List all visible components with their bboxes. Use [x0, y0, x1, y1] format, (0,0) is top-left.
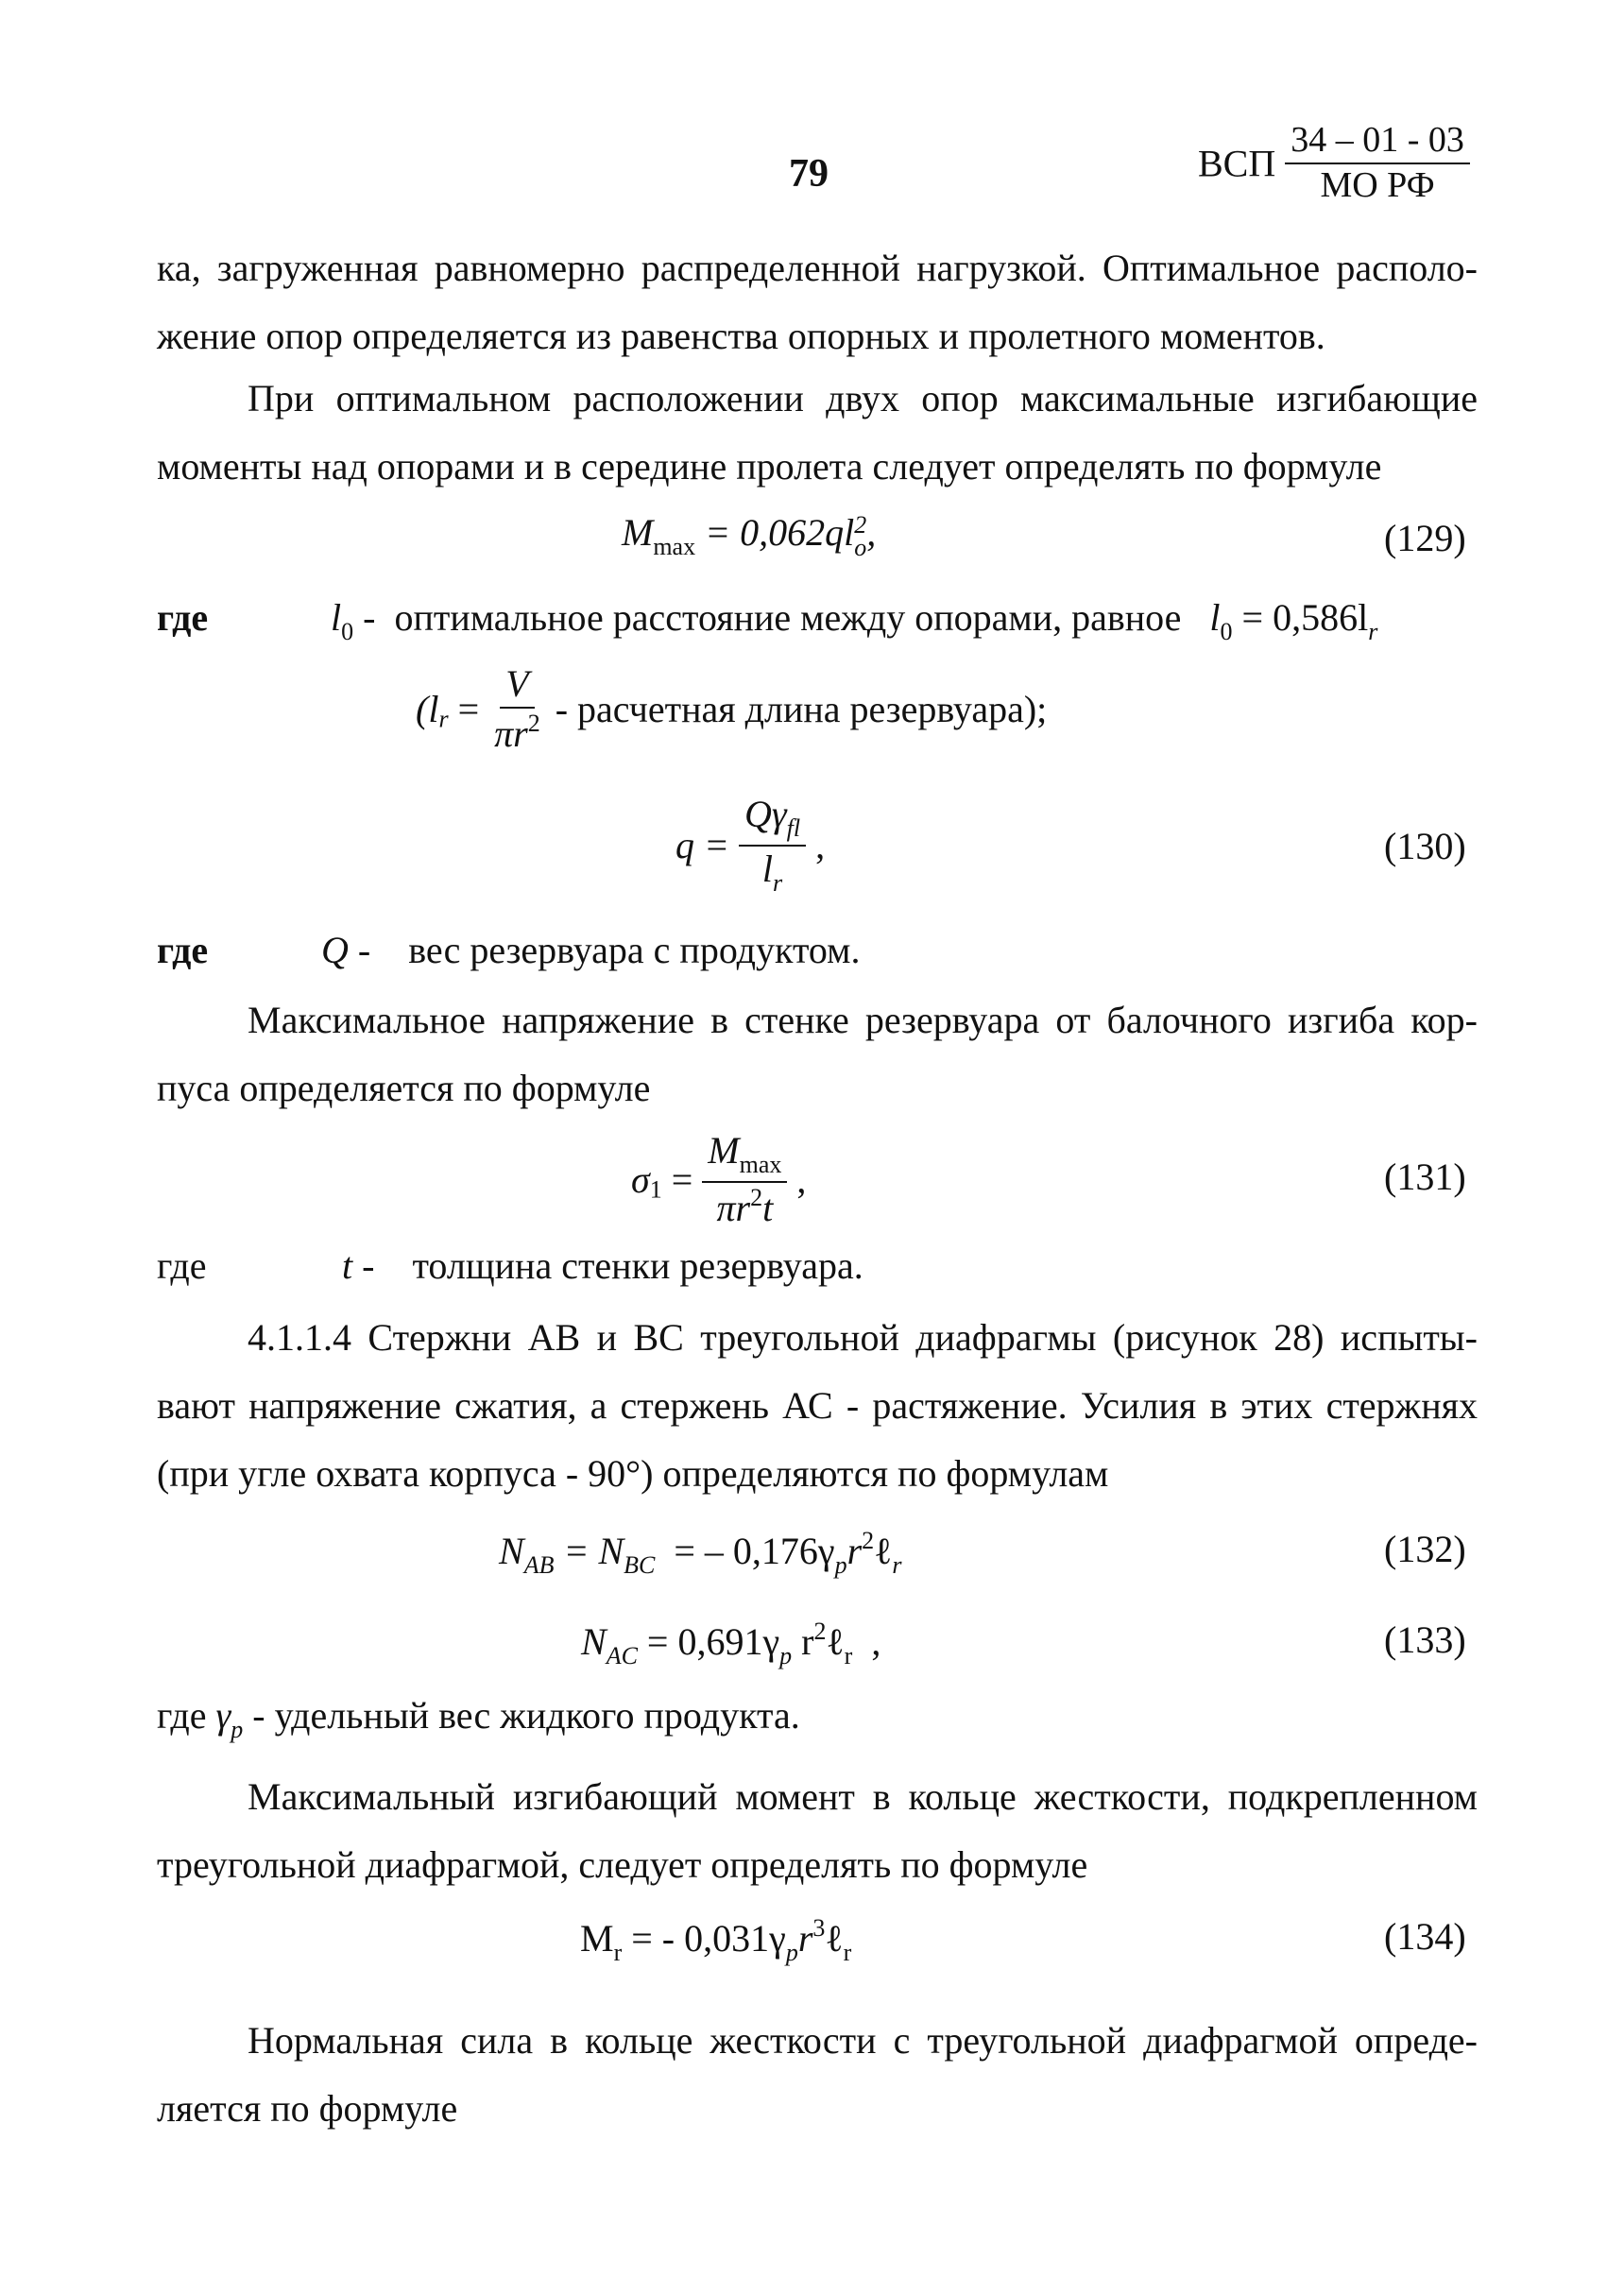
where-3-line [342, 1243, 863, 1288]
eq132-n2: = N [563, 1530, 624, 1572]
eq131-eq: = [671, 1157, 693, 1201]
doc-denominator: МО РФ [1320, 164, 1435, 205]
paragraph-4 [157, 1304, 1478, 1508]
where-1-value-symbol: l [1209, 596, 1221, 639]
eq133-n: N [581, 1620, 607, 1663]
where-1-text: оптимальное расстояние между опорами, равное [394, 596, 1182, 639]
eq134-sub-r: r [613, 1939, 623, 1966]
equation-131 [631, 1130, 806, 1229]
eq133-r: r [801, 1620, 814, 1663]
equation-133-number: (133) [1384, 1618, 1466, 1661]
paragraph-5-line-1: Максимальный изгибающий момент в кольце жесткости, подкрепленном [248, 1775, 1478, 1818]
where-4-line [157, 1693, 800, 1744]
eq132-sub-ab: AB [523, 1551, 555, 1579]
where-4-word: где [157, 1694, 207, 1737]
eq129-lhs-sub: max [653, 533, 696, 560]
eq133-tail: , [871, 1620, 881, 1663]
equation-134-number: (134) [1384, 1915, 1466, 1958]
paragraph-6-line-2: ляется по формуле [157, 2087, 458, 2130]
paragraph-4-line-3: (при угле охвата корпуса - 90°) определяются по формулам [157, 1452, 1109, 1495]
doc-numerator: 34 – 01 - 03 [1285, 121, 1470, 164]
paragraph-2-line-2: моменты над опорами и в середине пролета следует определять по формуле [157, 445, 1382, 488]
equation-132-number: (132) [1384, 1528, 1466, 1570]
paragraph-3-line-1: Максимальное напряжение в стенке резервуара от балочного изгиба кор- [248, 999, 1478, 1041]
equation-133 [581, 1618, 880, 1670]
eq131-lhs: σ [631, 1157, 650, 1201]
paragraph-1-line-2: жение опор определяется из равенства опорных и пролетного моментов. [157, 315, 1325, 357]
eq129-lhs: M [622, 511, 654, 554]
lr-fraction [488, 663, 546, 755]
eq133-l: ℓ [826, 1620, 845, 1663]
where-4-text: - удельный вес жидкого продукта. [252, 1694, 800, 1737]
where-2-symbol: Q - [321, 929, 371, 971]
eq129-tail: , [866, 511, 877, 554]
document-code [1198, 121, 1470, 206]
where-1-line [331, 595, 1377, 646]
eq131-denominator: πr [716, 1186, 751, 1229]
lr-definition [416, 663, 1047, 755]
eq132-sub-r: r [892, 1551, 902, 1579]
paragraph-1 [157, 234, 1478, 370]
eq129-rhs-sub: o [854, 533, 867, 561]
eq129-rhs-sup: 2 [854, 511, 867, 539]
eq130-denominator-sub: r [773, 868, 783, 897]
page-number: 79 [789, 152, 829, 196]
lr-open: (l [416, 688, 439, 730]
paragraph-6-line-1: Нормальная сила в кольце жесткости с треугольной диафрагмой опреде- [248, 2019, 1478, 2062]
paragraph-1-line-1: ка, загруженная равномерно распределенной нагрузкой. Оптимальное располо- [157, 247, 1478, 289]
eq132-sup-2: 2 [862, 1527, 875, 1554]
paragraph-4-line-1: 4.1.1.4 Стержни АВ и ВС треугольной диафрагмы (рисунок 28) испыты- [248, 1316, 1478, 1359]
eq130-numerator: Qγ [744, 793, 787, 835]
eq132-sub-p: p [834, 1551, 847, 1579]
eq134-sub-r2: r [843, 1939, 852, 1966]
eq131-numerator: M [708, 1129, 740, 1172]
equation-129 [622, 510, 876, 561]
equation-129-number: (129) [1384, 517, 1466, 559]
eq133-sub-r: r [844, 1642, 853, 1669]
lr-text: - расчетная длина резервуара); [555, 688, 1048, 730]
where-3-symbol: t - [342, 1244, 375, 1287]
where-1-word: где [157, 596, 209, 639]
eq130-tail: , [815, 824, 826, 867]
eq130-numerator-sub: fl [786, 814, 801, 842]
eq131-tail: , [796, 1157, 807, 1201]
lr-sub: r [438, 705, 449, 733]
where-4-symbol-sub: p [231, 1716, 244, 1743]
paragraph-2 [157, 365, 1478, 501]
eq133-sub-p: p [779, 1642, 793, 1669]
eq133-sub-ac: AC [606, 1642, 638, 1669]
doc-prefix: ВСП [1198, 142, 1276, 185]
paragraph-4-line-2: вают напряжение сжатия, а стержень АС - растяжение. Усилия в этих стержнях [157, 1384, 1478, 1427]
eq132-sub-bc: BC [624, 1551, 656, 1579]
lr-eq: = [457, 688, 480, 730]
paragraph-5 [157, 1763, 1478, 1899]
where-1-dash: - [363, 596, 376, 639]
eq133-sup-2: 2 [813, 1618, 827, 1645]
where-1-value: = 0,586l [1241, 596, 1369, 639]
eq134-coef: = - 0,031γ [631, 1917, 786, 1960]
lr-denominator: πr [494, 712, 528, 755]
equation-131-number: (131) [1384, 1156, 1466, 1198]
eq129-rhs: = 0,062ql [705, 511, 855, 554]
paragraph-5-line-2: треугольной диафрагмой, следует определять по формуле [157, 1843, 1088, 1886]
eq130-fraction [739, 794, 806, 897]
paragraph-3-line-2: пуса определяется по формуле [157, 1067, 651, 1109]
paragraph-6 [157, 2007, 1478, 2143]
paragraph-3 [157, 986, 1478, 1122]
doc-code-fraction [1285, 121, 1470, 206]
where-1-symbol: l [331, 596, 342, 639]
eq131-numerator-sub: max [739, 1151, 782, 1178]
lr-numerator: V [500, 663, 534, 709]
where-3-text: толщина стенки резервуара. [412, 1244, 863, 1287]
equation-134 [580, 1914, 851, 1967]
where-4-symbol: γ [215, 1694, 231, 1737]
eq131-fraction [702, 1130, 787, 1229]
eq134-m: M [580, 1917, 614, 1960]
where-2-text: вес резервуара с продуктом. [408, 929, 861, 971]
where-1-value-sub: 0 [1220, 618, 1233, 645]
eq132-coef: = – 0,176γ [674, 1530, 835, 1572]
eq134-l: ℓ [825, 1917, 844, 1960]
where-2-word: где [157, 929, 209, 971]
where-1-value-sub2: r [1368, 618, 1378, 645]
eq130-lhs: q = [675, 824, 729, 867]
eq131-denominator-sup: 2 [750, 1183, 763, 1211]
eq132-r: r [846, 1530, 863, 1572]
eq134-sup-3: 3 [812, 1914, 826, 1942]
eq132-n: N [499, 1530, 524, 1572]
equation-130 [675, 794, 825, 897]
eq131-denominator-tail: t [762, 1186, 774, 1229]
where-3-word: где [157, 1244, 207, 1287]
equation-130-number: (130) [1384, 825, 1466, 867]
eq131-lhs-sub: 1 [649, 1175, 662, 1204]
eq134-r: r [797, 1917, 813, 1960]
eq132-l: ℓ [874, 1530, 893, 1572]
paragraph-2-line-1: При оптимальном расположении двух опор максимальные изгибающие [248, 377, 1478, 419]
eq130-denominator: l [761, 847, 774, 890]
eq133-coef: = 0,691γ [646, 1620, 780, 1663]
eq134-sub-p: p [785, 1939, 798, 1966]
where-1-symbol-sub: 0 [341, 618, 354, 645]
equation-132 [499, 1527, 901, 1580]
where-2-line [321, 928, 860, 972]
lr-denominator-sup: 2 [527, 710, 540, 737]
